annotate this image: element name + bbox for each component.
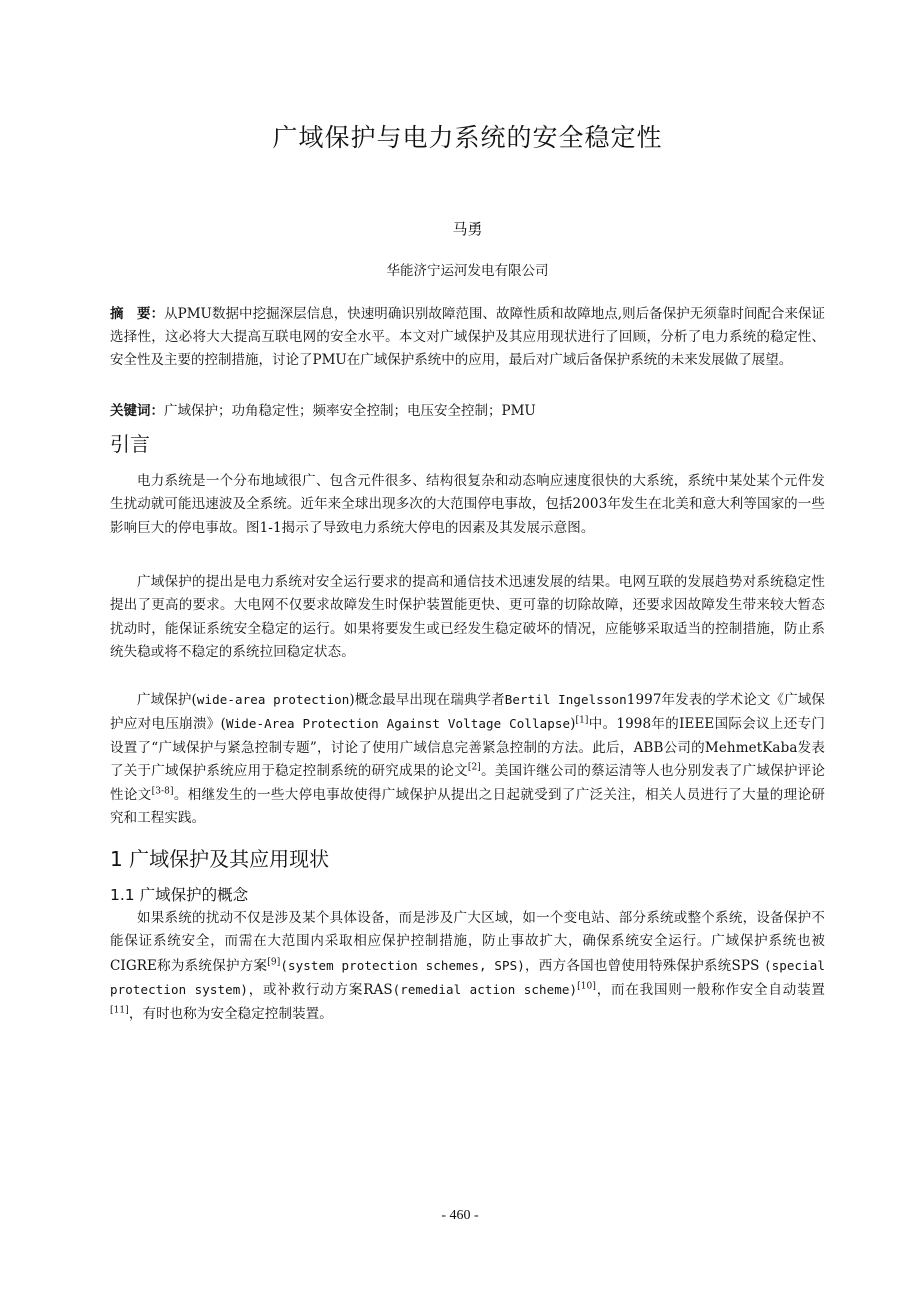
abstract-label: 摘 要： xyxy=(110,306,165,322)
intro-paragraph-2: 广域保护的提出是电力系统对安全运行要求的提高和通信技术迅速发展的结果。电网互联的发展趋势对系统稳定性提出了更高的要求。大电网不仅要求故障发生时保护装置能更快、更可靠的切除故障，还要求因故障发生带来较大暂态扰动时，能保证系统安全稳定的运行。如果将要发生或已经发生稳定破坏的情况，应能够采取适当的控制措施，防止系统失稳或将不稳定的系统拉回稳定状态。 xyxy=(110,574,825,661)
keywords-text: 广域保护；功角稳定性；频率安全控制；电压安全控制；PMU xyxy=(164,403,536,419)
author-affiliation: 华能济宁运河发电有限公司 xyxy=(386,263,549,279)
citation-ref: [1] xyxy=(575,715,589,726)
section-1-heading: 1 广域保护及其应用现状 xyxy=(110,847,330,871)
author-name: 马勇 xyxy=(452,220,483,238)
citation-ref: [10] xyxy=(577,981,596,992)
intro-heading: 引言 xyxy=(110,432,150,456)
section-1-1-paragraph: 如果系统的扰动不仅是涉及某个具体设备，而是涉及广大区域，如一个变电站、部分系统或整个系统，设备保护不能保证系统安全，而需在大范围内采取相应保护控制措施，防止事故扩大，确保系统安全运行。广域保护系统也被CIGRE称为系统保护方案[9](system protection schemes, SPS)，西方各国也曾使用特殊保护系统SPS (special protection system)，或补救行动方案RAS(remedial action scheme)[10]，而在我国则一般称作安全自动装置[11]，有时也称为安全稳定控制装置。 xyxy=(110,910,826,1022)
page-number: - 460 - xyxy=(441,1208,479,1223)
paper-title: 广域保护与电力系统的安全稳定性 xyxy=(272,123,663,152)
citation-ref: [3-8] xyxy=(151,786,174,797)
keywords xyxy=(110,400,825,423)
citation-ref: [9] xyxy=(267,957,281,968)
section-1-1-heading: 1.1 广域保护的概念 xyxy=(110,886,249,904)
intro-paragraph-3: 广域保护(wide-area protection)概念最早出现在瑞典学者Bertil Ingelsson1997年发表的学术论文《广域保护应对电压崩溃》(Wide-Area Protection Against Voltage Collapse)[1]中。1998年的IEEE国际会议上还专门设置了“广域保护与紧急控制专题”，讨论了使用广域信息完善紧急控制的方法。此后，ABB公司的MehmetKaba发表了关于广域保护系统应用于稳定控制系统的研究成果的论文[2]。美国许继公司的蔡运清等人也分别发表了广域保护评论性论文[3-8]。相继发生的一些大停电事故使得广域保护从提出之日起就受到了广泛关注，相关人员进行了大量的理论研究和工程实践。 xyxy=(110,692,826,827)
abstract xyxy=(110,303,825,372)
keywords-label: 关键词： xyxy=(110,403,164,419)
citation-ref: [11] xyxy=(110,1005,129,1016)
citation-ref: [2] xyxy=(467,762,481,773)
intro-paragraph-1: 电力系统是一个分布地域很广、包含元件很多、结构很复杂和动态响应速度很快的大系统，系统中某处某个元件发生扰动就可能迅速波及全系统。近年来全球出现多次的大范围停电事故，包括2003年发生在北美和意大利等国家的一些影响巨大的停电事故。图1-1揭示了导致电力系统大停电的因素及其发展示意图。 xyxy=(110,473,825,536)
abstract-text: 从PMU数据中挖掘深层信息，快速明确识别故障范围、故障性质和故障地点,则后备保护无须靠时间配合来保证选择性，这必将大大提高互联电网的安全水平。本文对广域保护及其应用现状进行了回顾，分析了电力系统的稳定性、安全性及主要的控制措施，讨论了PMU在广域保护系统中的应用，最后对广域后备保护系统的未来发展做了展望。 xyxy=(110,306,826,368)
